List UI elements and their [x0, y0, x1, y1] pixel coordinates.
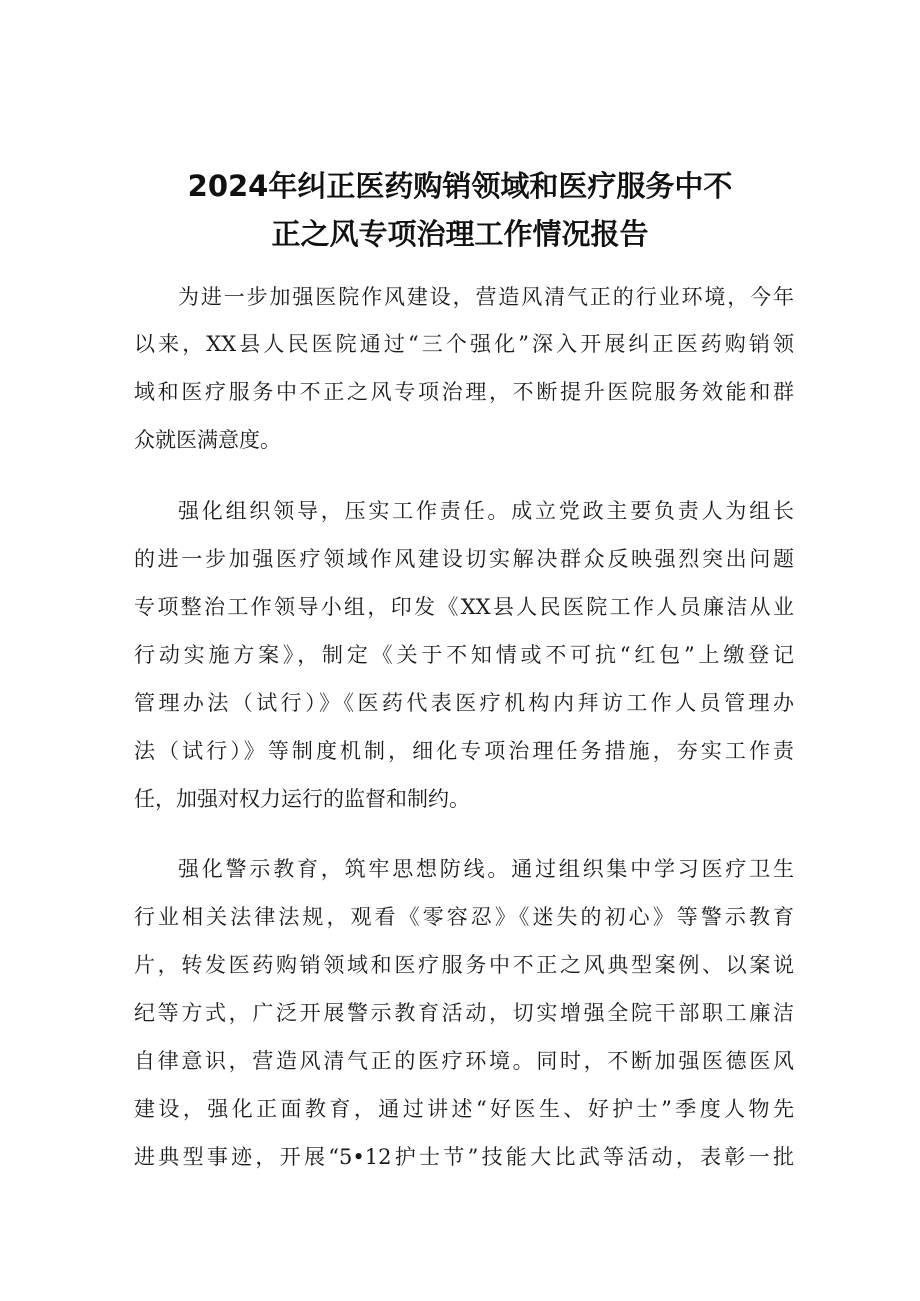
paragraph-1-line-1: 为进一步加强医院作风建设，营造风清气正的行业环境，今年: [178, 285, 794, 309]
paragraph-1-line-2: 以来，XX县人民医院通过“三个强化”深入开展纠正医药购销领: [134, 332, 794, 356]
paragraph-2-line-4: 行动实施方案》，制定《关于不知情或不可抗“红包”上缴登记: [134, 643, 794, 667]
paragraph-2-line-1: 强化组织领导，压实工作责任。成立党政主要负责人为组长: [178, 499, 794, 523]
paragraph-1-line-4: 众就医满意度。: [134, 428, 281, 452]
paragraph-3-line-6: 建设，强化正面教育，通过讲述“好医生、好护士”季度人物先: [134, 1097, 794, 1121]
paragraph-3-line-3: 片，转发医药购销领域和医疗服务中不正之风典型案例、以案说: [134, 953, 794, 977]
paragraph-3-line-7: 进典型事迹，开展“5•12护士节”技能大比武等活动，表彰一批: [134, 1145, 794, 1169]
document-title-line-1: 2024年纠正医药购销领域和医疗服务中不: [187, 169, 733, 203]
document-title-line-2: 正之风专项治理工作情况报告: [271, 217, 649, 251]
paragraph-3-line-4: 纪等方式，广泛开展警示教育活动，切实增强全院干部职工廉洁: [134, 1001, 794, 1025]
paragraph-3-line-2: 行业相关法律法规，观看《零容忍》《迷失的初心》等警示教育: [134, 905, 794, 929]
paragraph-3-line-5: 自律意识，营造风清气正的医疗环境。同时，不断加强医德医风: [134, 1049, 794, 1073]
paragraph-2-line-5: 管理办法（试行）》《医药代表医疗机构内拜访工作人员管理办: [134, 691, 794, 715]
paragraph-2-line-7: 任，加强对权力运行的监督和制约。: [134, 787, 470, 811]
paragraph-2-line-6: 法（试行）》等制度机制，细化专项治理任务措施，夯实工作责: [134, 739, 794, 763]
paragraph-2-line-3: 专项整治工作领导小组，印发《XX县人民医院工作人员廉洁从业: [134, 595, 794, 619]
paragraph-3-line-1: 强化警示教育，筑牢思想防线。通过组织集中学习医疗卫生: [178, 857, 794, 881]
paragraph-2-line-2: 的进一步加强医疗领域作风建设切实解决群众反映强烈突出问题: [134, 547, 794, 571]
paragraph-1-line-3: 域和医疗服务中不正之风专项治理，不断提升医院服务效能和群: [134, 380, 794, 404]
